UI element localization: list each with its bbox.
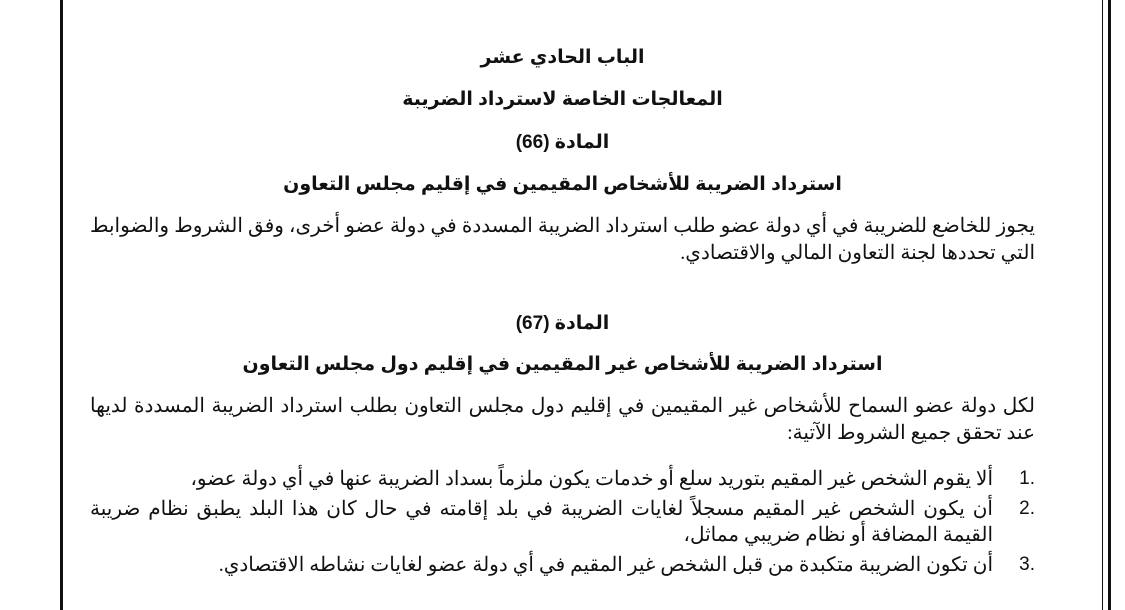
condition-item-3 [90,552,1035,578]
chapter-title: المعالجات الخاصة لاسترداد الضريبة [402,89,723,110]
condition-number: 3. [1019,554,1035,575]
article-66-number: المادة (66) [515,132,610,153]
page-border-right-inner [1102,0,1103,610]
condition-text: أن تكون الضريبة متكبدة من قبل الشخص غير المقيم في أي دولة عضو لغايات نشاطه الاقتصادي. [218,554,993,576]
article-67-number: المادة (67) [515,313,610,334]
article-67-body: لكل دولة عضو السماح للأشخاص غير المقيمين في إقليم دول مجلس التعاون بطلب استرداد الضريبة المسددة لديها عند تحقق جميع الشروط الآتية: [90,395,1035,444]
condition-text: أن يكون الشخص غير المقيم مسجلاً لغايات الضريبة في بلد إقامته في حال كان هذا البلد يطبق نظام ضريبة القيمة المضافة أو نظام ضريبي مماثل، [90,498,993,546]
condition-item-1 [90,466,1035,492]
document-page [90,0,1035,610]
page-border-right-outer [1108,0,1111,610]
article-66-body: يجوز للخاضع للضريبة في أي دولة عضو طلب استرداد الضريبة المسددة في دولة عضو أخرى، وفق الشروط والضوابط التي تحددها لجنة التعاون المالي والاقتصادي. [90,215,1035,264]
page-border-left [60,0,63,610]
condition-text: ألا يقوم الشخص غير المقيم بتوريد سلع أو خدمات يكون ملزماً بسداد الضريبة عنها في أي دولة عضو، [190,468,993,490]
condition-number: 2. [1019,498,1035,519]
condition-item-2 [90,496,1035,548]
article-67-title: استرداد الضريبة للأشخاص غير المقيمين في إقليم دول مجلس التعاون [242,354,883,375]
condition-number: 1. [1019,468,1035,489]
chapter-heading: الباب الحادي عشر [480,47,645,68]
article-66-title: استرداد الضريبة للأشخاص المقيمين في إقليم مجلس التعاون [283,174,842,195]
conditions-list [90,466,1035,582]
